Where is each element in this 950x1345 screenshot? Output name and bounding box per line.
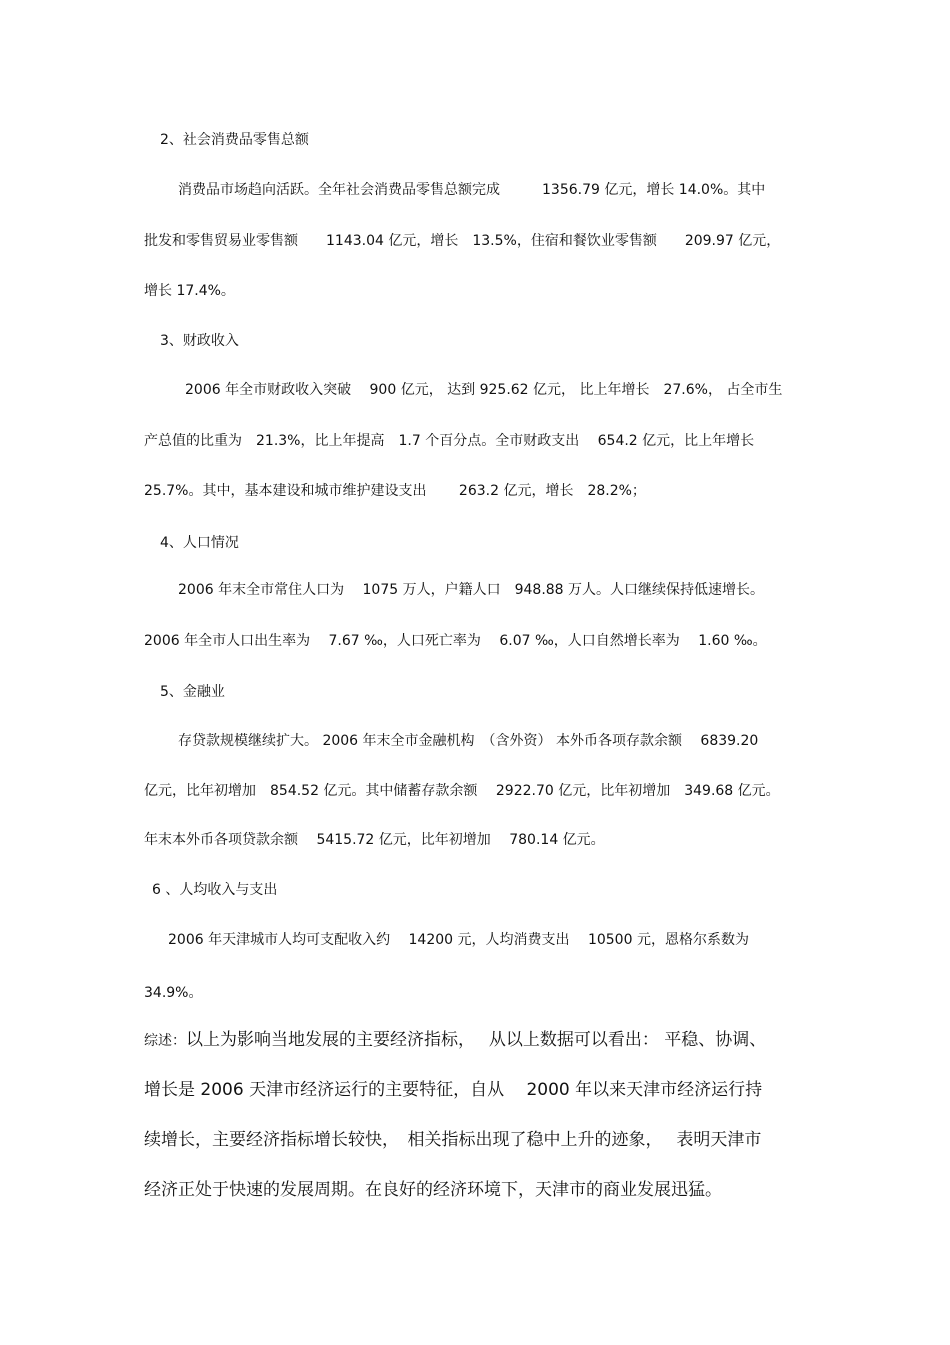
section-5-heading: 5、金融业 [160,684,225,700]
section-6-line-2: 34.9%。 [144,985,203,1001]
section-3-line-2: 产总值的比重为 21.3%，比上年提高 1.7 个百分点。全市财政支出 654.2 亿元，比上年增长 [144,433,755,449]
section-5-line-2: 亿元，比年初增加 854.52 亿元。其中储蓄存款余额 2922.70 亿元，比年初增加 349.68 亿元。 [144,783,780,799]
section-4-line-2: 2006 年全市人口出生率为 7.67 ‰，人口死亡率为 6.07 ‰，人口自然增长率为 1.60 ‰。 [144,633,767,649]
summary-line-3: 续增长，主要经济指标增长较快， 相关指标出现了稳中上升的迹象， 表明天津市 [144,1130,762,1150]
section-6-heading: 6 、人均收入与支出 [152,882,278,898]
summary-line-1 [144,1029,766,1052]
summary-line-1-text: 以上为影响当地发展的主要经济指标， 从以上数据可以看出： 平稳、协调、 [186,1030,767,1050]
section-2-line-2: 批发和零售贸易业零售额 1143.04 亿元，增长 13.5%，住宿和餐饮业零售额 209.97 亿元， [144,233,781,249]
summary-lead: 综述： [144,1033,186,1049]
summary-line-4: 经济正处于快速的发展周期。在良好的经济环境下，天津市的商业发展迅猛。 [144,1180,722,1200]
section-3-heading: 3、财政收入 [160,333,239,349]
section-2-line-1: 消费品市场趋向活跃。全年社会消费品零售总额完成 1356.79 亿元，增长 14.0%。其中 [178,182,766,198]
section-5-line-3: 年末本外币各项贷款余额 5415.72 亿元，比年初增加 780.14 亿元。 [144,832,605,848]
section-4-line-1: 2006 年末全市常住人口为 1075 万人，户籍人口 948.88 万人。人口继续保持低速增长。 [178,582,765,598]
section-3-line-1: 2006 年全市财政收入突破 900 亿元， 达到 925.62 亿元， 比上年增长 27.6%， 占全市生 [185,382,783,398]
summary-line-2: 增长是 2006 天津市经济运行的主要特征，自从 2000 年以来天津市经济运行持 [144,1080,763,1100]
section-4-heading: 4、人口情况 [160,535,239,551]
section-5-line-1: 存贷款规模继续扩大。 2006 年末全市金融机构 （含外资） 本外币各项存款余额 6839.20 [178,733,759,749]
section-2-heading: 2、社会消费品零售总额 [160,132,309,148]
section-2-line-3: 增长 17.4%。 [144,283,235,299]
section-3-line-3: 25.7%。其中，基本建设和城市维护建设支出 263.2 亿元，增长 28.2%； [144,483,646,499]
section-6-line-1: 2006 年天津城市人均可支配收入约 14200 元，人均消费支出 10500 元，恩格尔系数为 [168,932,749,948]
